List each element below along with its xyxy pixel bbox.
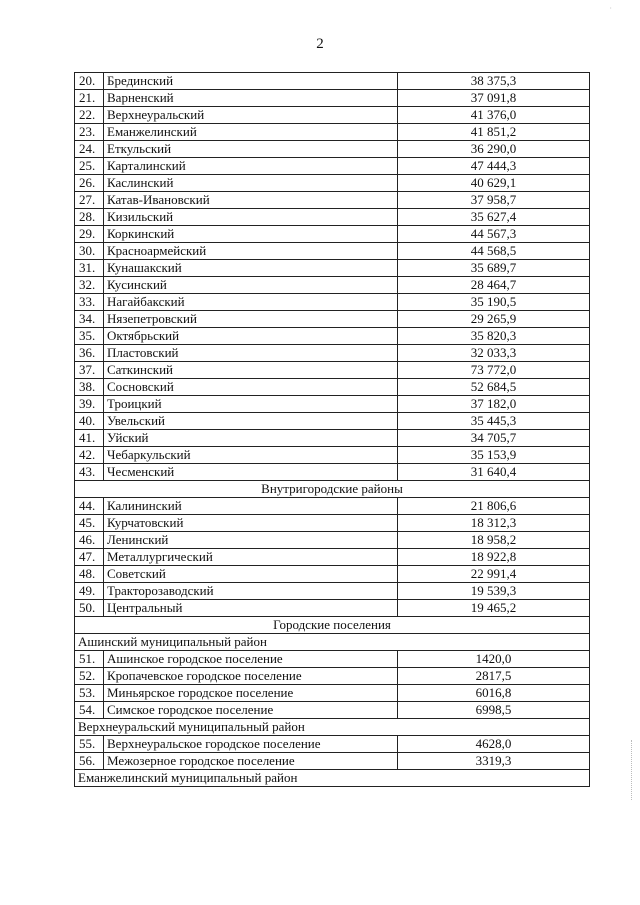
row-value: 21 806,6 xyxy=(398,498,590,515)
allocation-table xyxy=(74,72,590,787)
table-row xyxy=(75,379,590,396)
row-name: Катав-Ивановский xyxy=(104,192,398,209)
table-row xyxy=(75,192,590,209)
row-number: 43. xyxy=(75,464,104,481)
row-number: 55. xyxy=(75,736,104,753)
row-number: 33. xyxy=(75,294,104,311)
row-number: 39. xyxy=(75,396,104,413)
row-value: 1420,0 xyxy=(398,651,590,668)
row-value: 18 958,2 xyxy=(398,532,590,549)
row-value: 35 627,4 xyxy=(398,209,590,226)
table-row xyxy=(75,651,590,668)
row-value: 22 991,4 xyxy=(398,566,590,583)
row-name: Кропачевское городское поселение xyxy=(104,668,398,685)
row-name: Верхнеуральский xyxy=(104,107,398,124)
row-name: Пластовский xyxy=(104,345,398,362)
row-value: 19 539,3 xyxy=(398,583,590,600)
row-number: 26. xyxy=(75,175,104,192)
group-header: Верхнеуральский муниципальный район xyxy=(75,719,590,736)
row-number: 28. xyxy=(75,209,104,226)
table-row xyxy=(75,498,590,515)
row-value: 6016,8 xyxy=(398,685,590,702)
row-value: 18 922,8 xyxy=(398,549,590,566)
row-name: Кизильский xyxy=(104,209,398,226)
group-header: Ашинский муниципальный район xyxy=(75,634,590,651)
table-row xyxy=(75,158,590,175)
row-number: 30. xyxy=(75,243,104,260)
table-row xyxy=(75,515,590,532)
row-name: Симское городское поселение xyxy=(104,702,398,719)
row-value: 35 153,9 xyxy=(398,447,590,464)
row-name: Уйский xyxy=(104,430,398,447)
row-name: Металлургический xyxy=(104,549,398,566)
row-value: 35 820,3 xyxy=(398,328,590,345)
allocation-table-body xyxy=(75,73,590,787)
row-number: 52. xyxy=(75,668,104,685)
row-number: 56. xyxy=(75,753,104,770)
table-row xyxy=(75,260,590,277)
row-value: 4628,0 xyxy=(398,736,590,753)
row-value: 41 376,0 xyxy=(398,107,590,124)
table-row xyxy=(75,447,590,464)
row-name: Миньярское городское поселение xyxy=(104,685,398,702)
row-number: 45. xyxy=(75,515,104,532)
row-value: 44 568,5 xyxy=(398,243,590,260)
row-value: 52 684,5 xyxy=(398,379,590,396)
row-name: Нагайбакский xyxy=(104,294,398,311)
row-number: 50. xyxy=(75,600,104,617)
row-name: Советский xyxy=(104,566,398,583)
row-name: Троицкий xyxy=(104,396,398,413)
table-row xyxy=(75,311,590,328)
row-number: 37. xyxy=(75,362,104,379)
row-name: Варненский xyxy=(104,90,398,107)
table-row xyxy=(75,226,590,243)
table-row xyxy=(75,328,590,345)
row-name: Курчатовский xyxy=(104,515,398,532)
table-row xyxy=(75,600,590,617)
section-header: Внутригородские районы xyxy=(75,481,590,498)
row-number: 46. xyxy=(75,532,104,549)
row-name: Коркинский xyxy=(104,226,398,243)
row-number: 38. xyxy=(75,379,104,396)
row-value: 44 567,3 xyxy=(398,226,590,243)
row-value: 38 375,3 xyxy=(398,73,590,90)
scan-mark: · xyxy=(609,4,612,13)
row-number: 32. xyxy=(75,277,104,294)
row-number: 27. xyxy=(75,192,104,209)
row-value: 29 265,9 xyxy=(398,311,590,328)
row-name: Еманжелинский xyxy=(104,124,398,141)
table-row xyxy=(75,583,590,600)
section-header-row xyxy=(75,617,590,634)
table-row xyxy=(75,566,590,583)
row-number: 35. xyxy=(75,328,104,345)
table-row xyxy=(75,532,590,549)
row-value: 41 851,2 xyxy=(398,124,590,141)
table-row xyxy=(75,413,590,430)
row-name: Карталинский xyxy=(104,158,398,175)
row-number: 41. xyxy=(75,430,104,447)
table-row xyxy=(75,753,590,770)
row-name: Верхнеуральское городское поселение xyxy=(104,736,398,753)
row-value: 28 464,7 xyxy=(398,277,590,294)
row-value: 35 445,3 xyxy=(398,413,590,430)
table-row xyxy=(75,430,590,447)
row-number: 40. xyxy=(75,413,104,430)
row-value: 32 033,3 xyxy=(398,345,590,362)
table-row xyxy=(75,124,590,141)
table-row xyxy=(75,464,590,481)
row-number: 36. xyxy=(75,345,104,362)
row-name: Красноармейский xyxy=(104,243,398,260)
row-value: 35 689,7 xyxy=(398,260,590,277)
row-name: Ашинское городское поселение xyxy=(104,651,398,668)
row-number: 21. xyxy=(75,90,104,107)
row-value: 6998,5 xyxy=(398,702,590,719)
table-row xyxy=(75,668,590,685)
group-header-row xyxy=(75,770,590,787)
table-row xyxy=(75,294,590,311)
table-row xyxy=(75,209,590,226)
table-row xyxy=(75,175,590,192)
row-number: 25. xyxy=(75,158,104,175)
group-header-row xyxy=(75,719,590,736)
table-row xyxy=(75,685,590,702)
row-name: Еткульский xyxy=(104,141,398,158)
row-value: 37 091,8 xyxy=(398,90,590,107)
row-name: Брединский xyxy=(104,73,398,90)
row-name: Кунашакский xyxy=(104,260,398,277)
group-header: Еманжелинский муниципальный район xyxy=(75,770,590,787)
row-value: 31 640,4 xyxy=(398,464,590,481)
row-value: 40 629,1 xyxy=(398,175,590,192)
row-number: 44. xyxy=(75,498,104,515)
table-row xyxy=(75,736,590,753)
table-row xyxy=(75,396,590,413)
row-value: 73 772,0 xyxy=(398,362,590,379)
row-number: 31. xyxy=(75,260,104,277)
row-number: 54. xyxy=(75,702,104,719)
row-name: Саткинский xyxy=(104,362,398,379)
row-value: 36 290,0 xyxy=(398,141,590,158)
row-number: 34. xyxy=(75,311,104,328)
row-name: Чебаркульский xyxy=(104,447,398,464)
row-name: Каслинский xyxy=(104,175,398,192)
row-name: Чесменский xyxy=(104,464,398,481)
row-number: 42. xyxy=(75,447,104,464)
row-name: Нязепетровский xyxy=(104,311,398,328)
row-number: 47. xyxy=(75,549,104,566)
row-number: 53. xyxy=(75,685,104,702)
row-value: 34 705,7 xyxy=(398,430,590,447)
row-number: 24. xyxy=(75,141,104,158)
row-name: Увельский xyxy=(104,413,398,430)
row-value: 3319,3 xyxy=(398,753,590,770)
row-number: 20. xyxy=(75,73,104,90)
row-number: 51. xyxy=(75,651,104,668)
table-row xyxy=(75,362,590,379)
table-row xyxy=(75,243,590,260)
table-row xyxy=(75,277,590,294)
page-number: 2 xyxy=(316,36,324,52)
row-name: Калининский xyxy=(104,498,398,515)
row-name: Тракторозаводский xyxy=(104,583,398,600)
row-name: Центральный xyxy=(104,600,398,617)
row-name: Межозерное городское поселение xyxy=(104,753,398,770)
row-number: 29. xyxy=(75,226,104,243)
table-row xyxy=(75,141,590,158)
section-header: Городские поселения xyxy=(75,617,590,634)
row-value: 18 312,3 xyxy=(398,515,590,532)
row-value: 47 444,3 xyxy=(398,158,590,175)
table-row xyxy=(75,345,590,362)
row-name: Кусинский xyxy=(104,277,398,294)
group-header-row xyxy=(75,634,590,651)
row-number: 48. xyxy=(75,566,104,583)
table-row xyxy=(75,73,590,90)
table-row xyxy=(75,90,590,107)
row-value: 37 958,7 xyxy=(398,192,590,209)
row-name: Октябрьский xyxy=(104,328,398,345)
section-header-row xyxy=(75,481,590,498)
row-value: 2817,5 xyxy=(398,668,590,685)
margin-scan-mark xyxy=(631,740,634,800)
table-row xyxy=(75,702,590,719)
row-name: Ленинский xyxy=(104,532,398,549)
table-row xyxy=(75,107,590,124)
table-row xyxy=(75,549,590,566)
row-value: 19 465,2 xyxy=(398,600,590,617)
row-number: 23. xyxy=(75,124,104,141)
row-name: Сосновский xyxy=(104,379,398,396)
row-number: 49. xyxy=(75,583,104,600)
row-value: 37 182,0 xyxy=(398,396,590,413)
row-number: 22. xyxy=(75,107,104,124)
row-value: 35 190,5 xyxy=(398,294,590,311)
